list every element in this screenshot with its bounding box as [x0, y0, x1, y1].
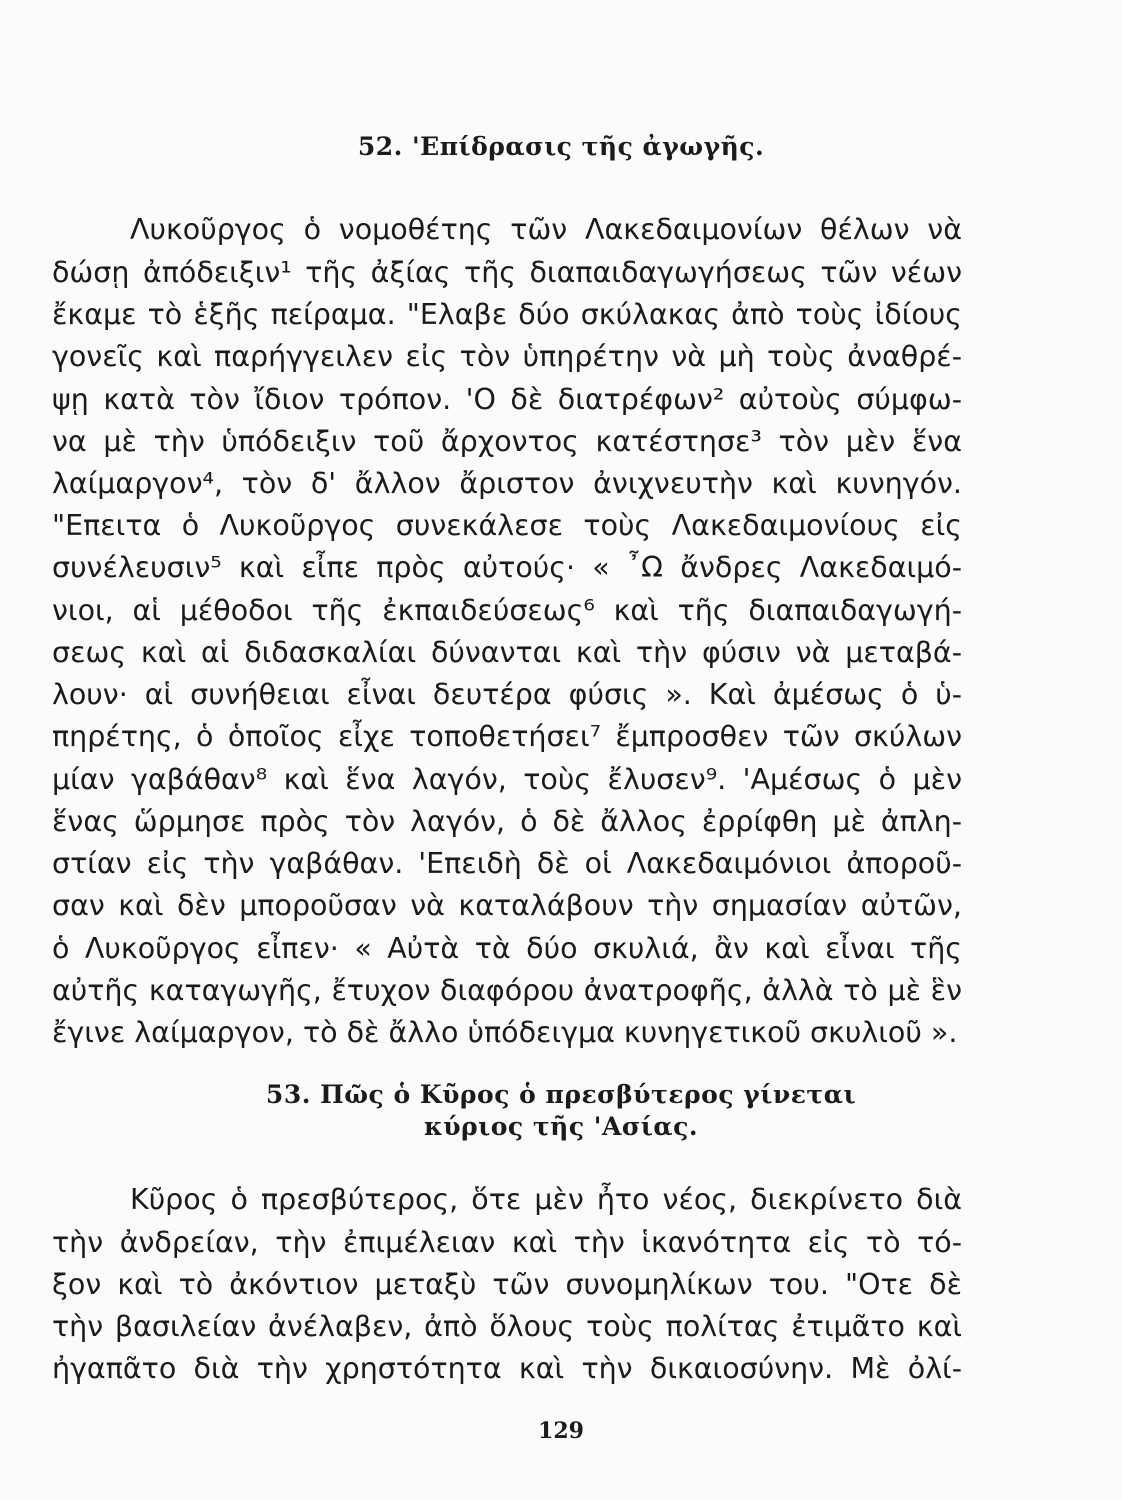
- paragraph-line: "Επειτα ὁ Λυκοῦργος συνεκάλεσε τοὺς Λακεδαιμονίους εἰς: [52, 509, 962, 542]
- paragraph-line: ἠγαπᾶτο διὰ τὴν χρηστότητα καὶ τὴν δικαιοσύνην. Μὲ ὀλί-: [52, 1352, 962, 1385]
- paragraph-line: ὁ Λυκοῦργος εἶπεν· « Αὐτὰ τὰ δύο σκυλιά, ἂν καὶ εἶναι τῆς: [52, 932, 962, 965]
- paragraph-line: ψῃ κατὰ τὸν ἴδιον τρόπον. 'Ο δὲ διατρέφων² αὐτοὺς σύμφω-: [52, 383, 962, 416]
- section-52-heading: 52. 'Επίδρασις τῆς ἀγωγῆς.: [357, 132, 765, 161]
- paragraph-line: ξον καὶ τὸ ἀκόντιον μεταξὺ τῶν συνομηλίκων του. "Οτε δὲ: [52, 1268, 962, 1301]
- paragraph-line: πηρέτης, ὁ ὁποῖος εἶχε τοποθετήσει⁷ ἔμπροσθεν τῶν σκύλων: [52, 720, 962, 753]
- paragraph-line: Λυκοῦργος ὁ νομοθέτης τῶν Λακεδαιμονίων θέλων νὰ: [130, 213, 962, 246]
- paragraph-line: στίαν εἰς τὴν γαβάθαν. 'Επειδὴ δὲ οἱ Λακεδαιμόνιοι ἀποροῦ-: [52, 847, 962, 880]
- paragraph-line: δώσῃ ἀπόδειξιν¹ τῆς ἀξίας τῆς διαπαιδαγωγήσεως τῶν νέων: [52, 256, 962, 289]
- paragraph-line: ἔγινε λαίμαργον, τὸ δὲ ἄλλο ὑπόδειγμα κυνηγετικοῦ σκυλιοῦ ».: [52, 1016, 958, 1049]
- paragraph-line: αὐτῆς καταγωγῆς, ἔτυχον διαφόρου ἀνατροφῆς, ἀλλὰ τὸ μὲ ἓν: [52, 974, 962, 1007]
- paragraph-line: ἕνας ὥρμησε πρὸς τὸν λαγόν, ὁ δὲ ἄλλος ἐρρίφθη μὲ ἀπλη-: [52, 805, 962, 838]
- paragraph-line: νιοι, αἱ μέθοδοι τῆς ἐκπαιδεύσεως⁶ καὶ τῆς διαπαιδαγωγή-: [52, 594, 962, 627]
- paragraph-line: σεως καὶ αἱ διδασκαλίαι δύνανται καὶ τὴν φύσιν νὰ μεταβά-: [52, 636, 962, 669]
- paragraph-line: γονεῖς καὶ παρήγγειλεν εἰς τὸν ὑπηρέτην νὰ μὴ τοὺς ἀναθρέ-: [52, 340, 962, 373]
- page-number: 129: [538, 1418, 584, 1444]
- paragraph-line: ἔκαμε τὸ ἑξῆς πείραμα. "Ελαβε δύο σκύλακας ἀπὸ τοὺς ἰδίους: [52, 298, 962, 331]
- paragraph-line: τὴν ἀνδρείαν, τὴν ἐπιμέλειαν καὶ τὴν ἱκανότητα εἰς τὸ τό-: [52, 1226, 962, 1259]
- paragraph-line: Κῦρος ὁ πρεσβύτερος, ὅτε μὲν ἦτο νέος, διεκρίνετο διὰ: [130, 1183, 962, 1216]
- paragraph-line: λουν· αἱ συνήθειαι εἶναι δευτέρα φύσις ». Καὶ ἀμέσως ὁ ὑ-: [52, 678, 962, 711]
- paragraph-line: συνέλευσιν⁵ καὶ εἶπε πρὸς αὐτούς· « ῏Ω ἄνδρες Λακεδαιμό-: [52, 551, 962, 584]
- section-53-heading-cont: κύριος τῆς 'Ασίας.: [423, 1112, 699, 1141]
- paragraph-line: σαν καὶ δὲν μποροῦσαν νὰ καταλάβουν τὴν σημασίαν αὐτῶν,: [52, 889, 962, 922]
- paragraph-line: να μὲ τὴν ὑπόδειξιν τοῦ ἄρχοντος κατέστησε³ τὸν μὲν ἕνα: [52, 425, 962, 458]
- paragraph-line: μίαν γαβάθαν⁸ καὶ ἕνα λαγόν, τοὺς ἔλυσεν⁹. 'Αμέσως ὁ μὲν: [52, 763, 962, 796]
- paragraph-line: τὴν βασιλείαν ἀνέλαβεν, ἀπὸ ὅλους τοὺς πολίτας ἐτιμᾶτο καὶ: [52, 1310, 962, 1343]
- paragraph-line: λαίμαργον⁴, τὸν δ' ἄλλον ἄριστον ἀνιχνευτὴν καὶ κυνηγόν.: [52, 467, 962, 500]
- section-53-heading: 53. Πῶς ὁ Κῦρος ὁ πρεσβύτερος γίνεται: [265, 1080, 857, 1109]
